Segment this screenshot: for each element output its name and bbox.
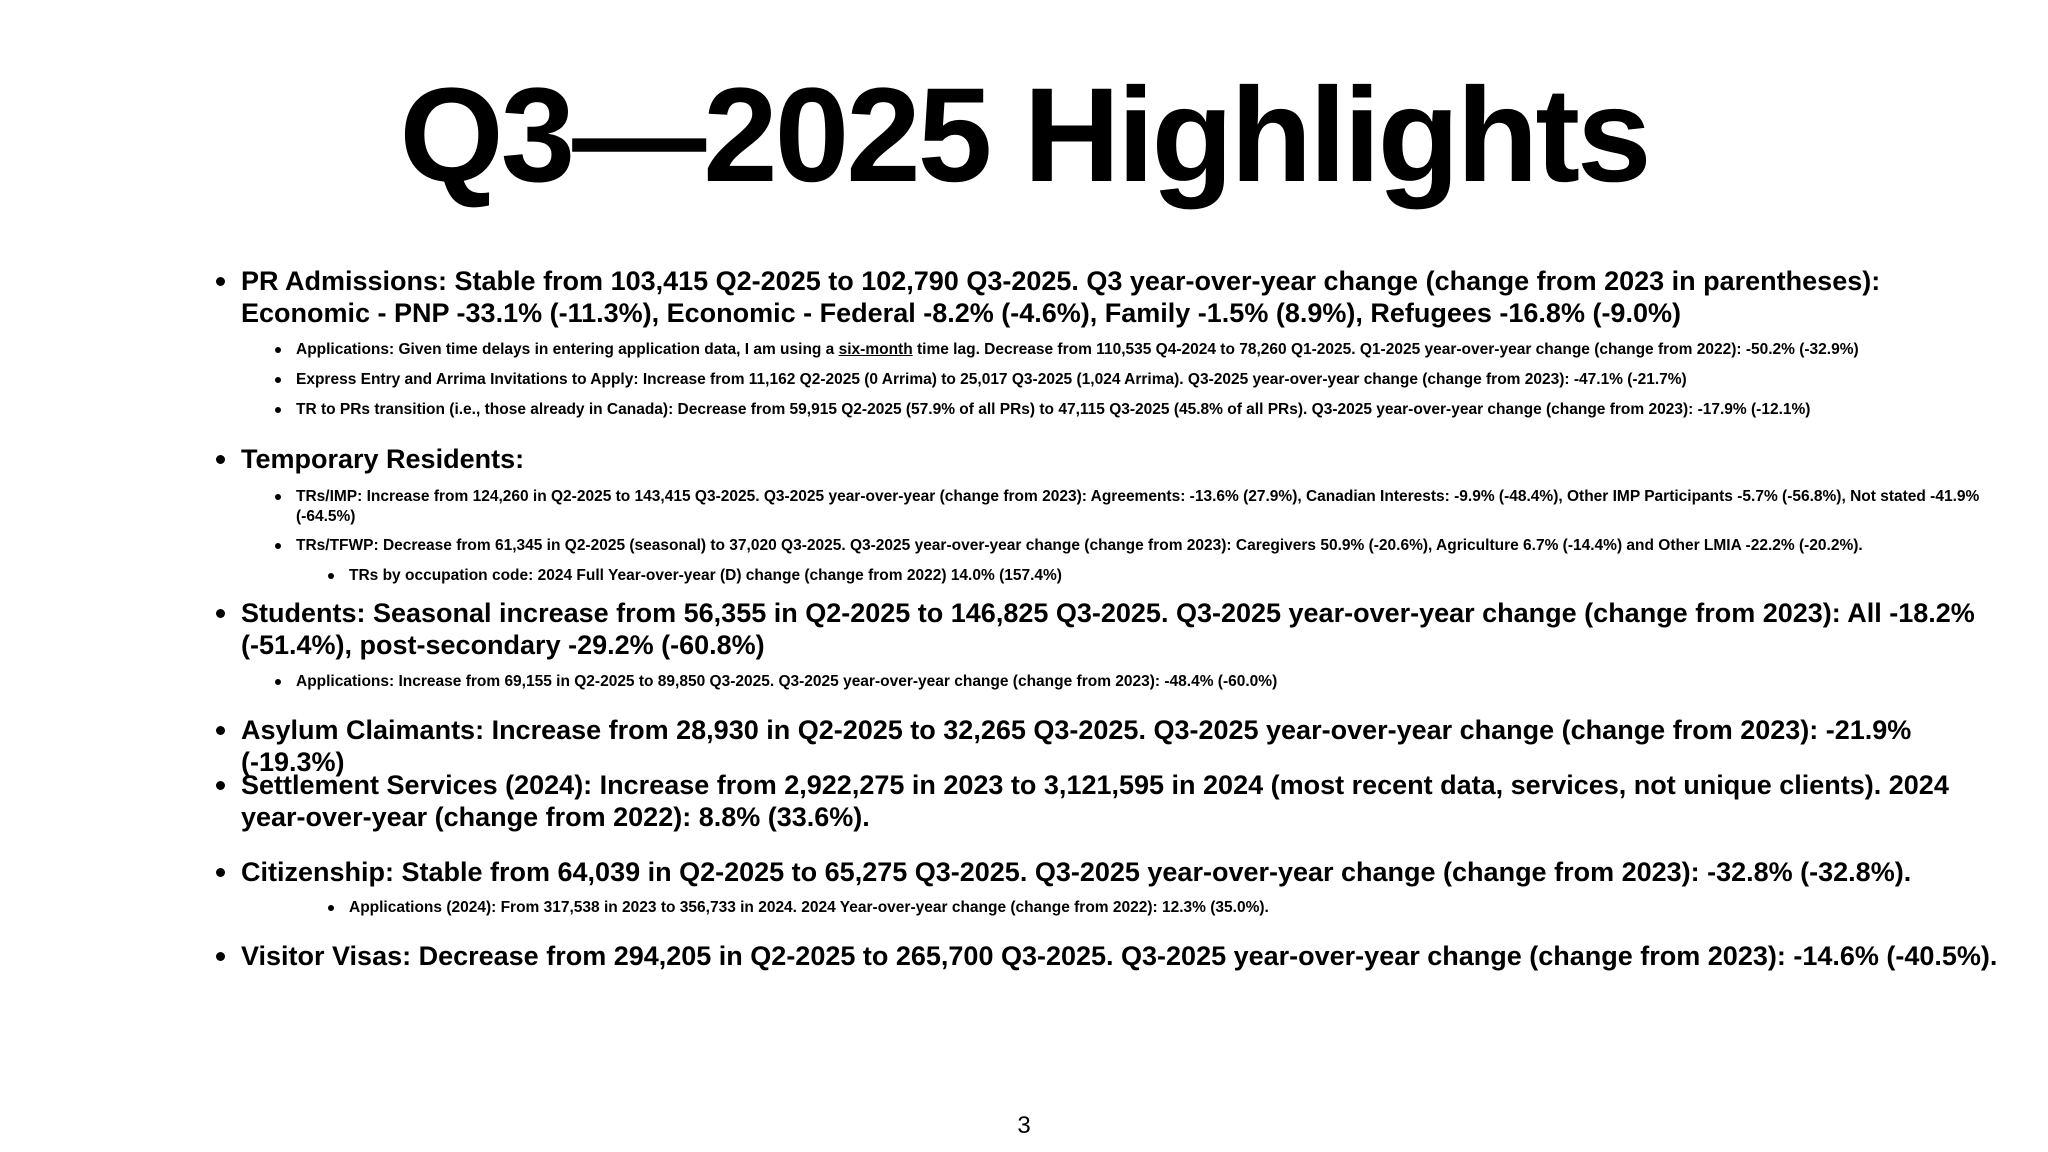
citizenship-applications-text: Applications (2024): From 317,538 in 2023 to 356,733 in 2024. 2024 Year-over-year change (change from 2022): 12.3% (35.0%).: [349, 899, 1269, 916]
bullet-dot-icon: [216, 726, 225, 735]
bullet-dot-icon: [216, 455, 225, 464]
bullet-citizenship-applications: [349, 898, 1989, 918]
trs-occupation-text: TRs by occupation code: 2024 Full Year-over-year (D) change (change from 2022) 14.0% (157.4%): [349, 567, 1062, 584]
trs-tfwp-text: TRs/TFWP: Decrease from 61,345 in Q2-2025 (seasonal) to 37,020 Q3-2025. Q3-2025 year-over-year change (change from 2023): Caregivers 50.9% (-20.6%), Agriculture 6.7% (-14.4%) and Other LMIA -22.2% (-20.2%).: [296, 537, 1863, 554]
bullet-trs-occupation: [349, 566, 1989, 586]
bullet-dot-icon: [275, 377, 281, 383]
asylum-claimants-text: Asylum Claimants: Increase from 28,930 in Q2-2025 to 32,265 Q3-2025. Q3-2025 year-over-year change (change from 2023): -21.9% (-19.3%): [241, 715, 1912, 777]
citizenship-text: Citizenship: Stable from 64,039 in Q2-2025 to 65,275 Q3-2025. Q3-2025 year-over-year change (change from 2023): -32.8% (-32.8%).: [241, 857, 1912, 887]
bullet-dot-icon: [328, 573, 334, 579]
bullet-dot-icon: [216, 609, 225, 618]
bullet-pr-admissions: [241, 265, 2001, 329]
trs-imp-text: TRs/IMP: Increase from 124,260 in Q2-2025 to 143,415 Q3-2025. Q3-2025 year-over-year (change from 2023): Agreements: -13.6% (27.9%), Canadian Interests: -9.9% (-48.4%), Other IMP Participants -5.7% (-56.8%), Not stated -41.9% (-64.5%): [296, 488, 1980, 525]
bullet-dot-icon: [216, 781, 225, 790]
bullet-express-entry: [296, 370, 2016, 390]
bullet-dot-icon: [275, 407, 281, 413]
bullet-settlement-services: [241, 769, 2001, 833]
bullet-temporary-residents: [241, 443, 2001, 475]
students-applications-text: Applications: Increase from 69,155 in Q2-2025 to 89,850 Q3-2025. Q3-2025 year-over-year change (change from 2023): -48.4% (-60.0%): [296, 673, 1278, 690]
bullet-dot-icon: [275, 347, 281, 353]
tr-to-pr-text: TR to PRs transition (i.e., those already in Canada): Decrease from 59,915 Q2-2025 (57.9% of all PRs) to 47,115 Q3-2025 (45.8% of all PRs). Q3-2025 year-over-year change (change from 2023): -17.9% (-12.1%): [296, 401, 1811, 418]
bullet-trs-tfwp: [296, 536, 2016, 556]
bullet-pr-applications: [296, 340, 2016, 360]
settlement-services-text: Settlement Services (2024): Increase from 2,922,275 in 2023 to 3,121,595 in 2024 (most recent data, services, not unique clients). 2024 year-over-year (change from 2022): 8.8% (33.6%).: [241, 770, 1949, 832]
bullet-dot-icon: [216, 277, 225, 286]
bullet-tr-to-pr: [296, 400, 2016, 420]
bullet-dot-icon: [328, 905, 334, 911]
bullet-students: [241, 597, 2001, 661]
temporary-residents-text: Temporary Residents:: [241, 444, 525, 474]
pr-admissions-text: PR Admissions: Stable from 103,415 Q2-2025 to 102,790 Q3-2025. Q3 year-over-year change (change from 2023 in parentheses): Economic - PNP -33.1% (-11.3%), Economic - Federal -8.2% (-4.6%), Family -1.5% (8.9%), Refugees -16.8% (-9.0%): [241, 266, 1881, 328]
bullet-dot-icon: [275, 543, 281, 549]
bullet-citizenship: [241, 856, 2001, 888]
six-month-link[interactable]: six-month: [838, 341, 913, 358]
bullet-dot-icon: [275, 494, 281, 500]
pr-applications-text-before: Applications: Given time delays in entering application data, I am using a: [296, 341, 839, 358]
students-text: Students: Seasonal increase from 56,355 in Q2-2025 to 146,825 Q3-2025. Q3-2025 year-over-year change (change from 2023): All -18.2% (-51.4%), post-secondary -29.2% (-60.8%): [241, 598, 1975, 660]
slide-title: Q3—2025 Highlights: [399, 61, 1649, 210]
bullet-students-applications: [296, 672, 2016, 692]
bullet-dot-icon: [216, 952, 225, 961]
bullet-trs-imp: [296, 487, 2016, 527]
visitor-visas-text: Visitor Visas: Decrease from 294,205 in Q2-2025 to 265,700 Q3-2025. Q3-2025 year-over-year change (change from 2023): -14.6% (-40.5%).: [241, 941, 1998, 971]
pr-applications-text-after: time lag. Decrease from 110,535 Q4-2024 to 78,260 Q1-2025. Q1-2025 year-over-year change (change from 2022): -50.2% (-32.9%): [912, 341, 1859, 358]
bullet-visitor-visas: [241, 940, 2001, 972]
bullet-dot-icon: [275, 679, 281, 685]
page-number: 3: [1017, 1112, 1031, 1139]
express-entry-text: Express Entry and Arrima Invitations to Apply: Increase from 11,162 Q2-2025 (0 Arrima) to 25,017 Q3-2025 (1,024 Arrima). Q3-2025 year-over-year change (change from 2023): -47.1% (-21.7%): [296, 371, 1687, 388]
bullet-dot-icon: [216, 868, 225, 877]
